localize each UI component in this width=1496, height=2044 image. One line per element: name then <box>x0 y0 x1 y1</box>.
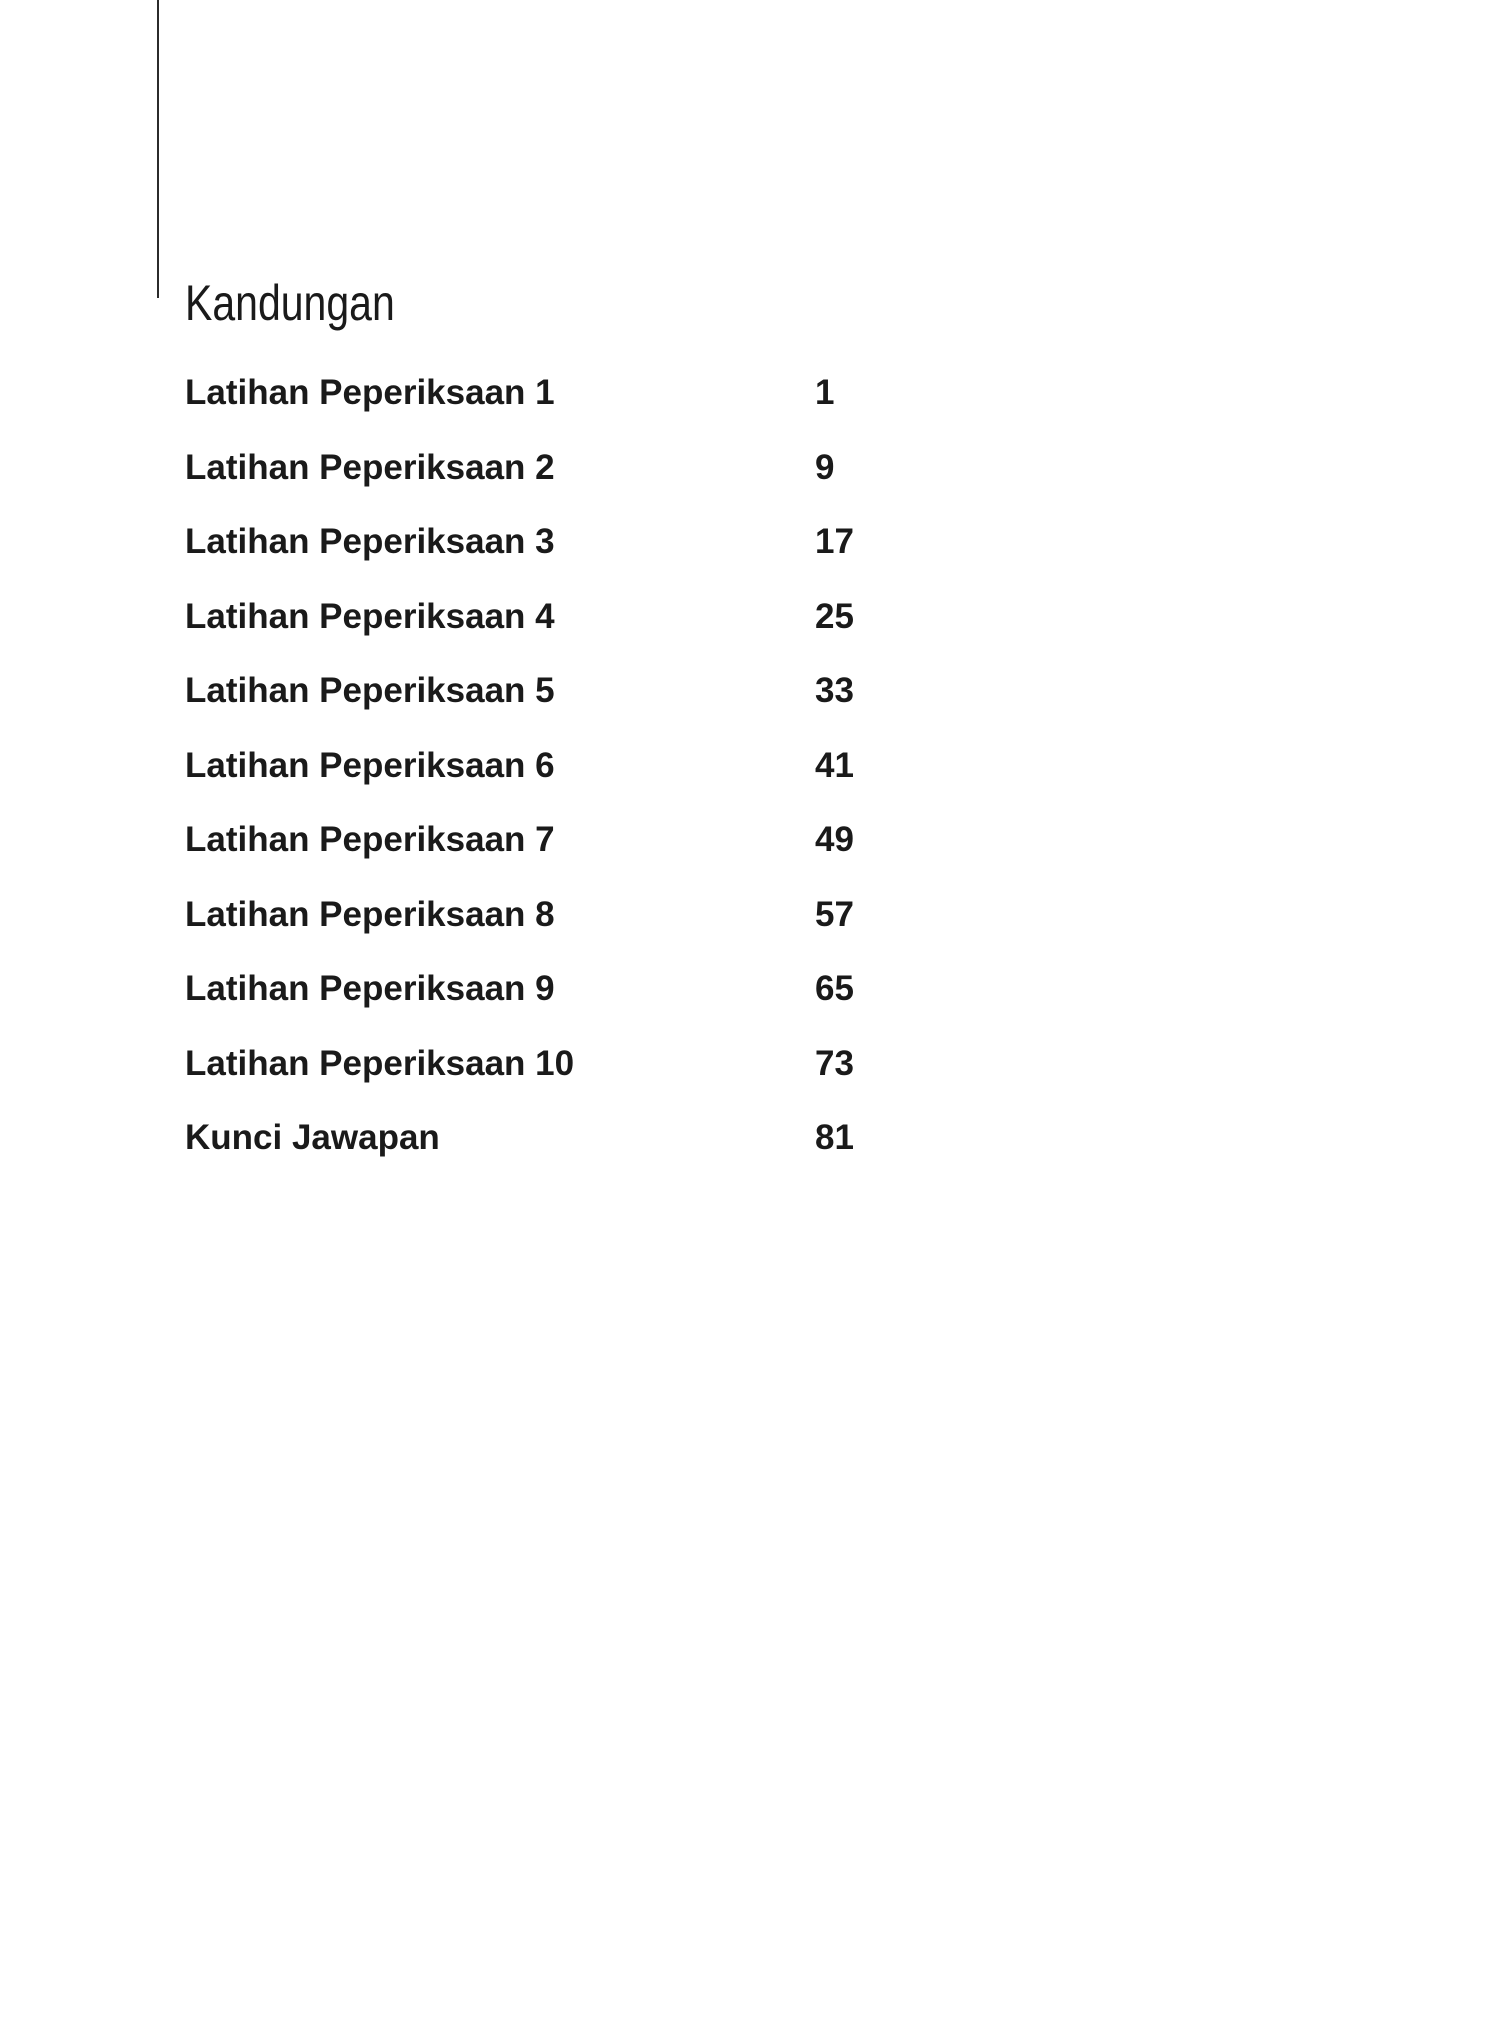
toc-entry-label: Latihan Peperiksaan 3 <box>185 522 555 561</box>
toc-entry[interactable] <box>185 817 945 892</box>
toc-entry-page-number: 17 <box>815 522 854 561</box>
toc-entry[interactable] <box>185 668 945 743</box>
page-title: Kandungan <box>185 274 395 331</box>
toc-entry-label: Latihan Peperiksaan 5 <box>185 671 555 710</box>
toc-entry-page-number: 25 <box>815 596 854 636</box>
toc-entry-page-number: 33 <box>815 671 854 710</box>
toc-entry-label: Kunci Jawapan <box>185 1118 440 1157</box>
toc-entry-page-number: 49 <box>815 820 854 859</box>
toc-entry-page-number: 65 <box>815 969 854 1008</box>
toc-entry-label: Latihan Peperiksaan 6 <box>185 745 555 785</box>
toc-entry-page-number: 81 <box>815 1118 854 1157</box>
toc-entry-label: Latihan Peperiksaan 4 <box>185 596 555 636</box>
toc-entry-label: Latihan Peperiksaan 9 <box>185 969 555 1008</box>
toc-entry[interactable] <box>185 743 945 818</box>
toc-entry[interactable] <box>185 1115 945 1190</box>
toc-entry-label: Latihan Peperiksaan 2 <box>185 447 555 487</box>
toc-entry[interactable] <box>185 445 945 520</box>
toc-entry[interactable] <box>185 370 945 445</box>
margin-rule <box>157 0 159 298</box>
toc-entry-page-number: 1 <box>815 373 835 412</box>
toc-entry[interactable] <box>185 966 945 1041</box>
toc-entry[interactable] <box>185 1041 945 1116</box>
toc-entry-label: Latihan Peperiksaan 10 <box>185 1043 575 1083</box>
toc-entry-page-number: 41 <box>815 745 854 785</box>
toc-entry-page-number: 9 <box>815 447 835 487</box>
toc-entry[interactable] <box>185 519 945 594</box>
table-of-contents <box>185 370 945 1190</box>
toc-entry-label: Latihan Peperiksaan 1 <box>185 373 555 412</box>
toc-entry-label: Latihan Peperiksaan 7 <box>185 820 555 859</box>
toc-entry-label: Latihan Peperiksaan 8 <box>185 894 555 934</box>
toc-entry[interactable] <box>185 892 945 967</box>
toc-entry[interactable] <box>185 594 945 669</box>
toc-entry-page-number: 73 <box>815 1043 854 1083</box>
toc-entry-page-number: 57 <box>815 894 854 934</box>
